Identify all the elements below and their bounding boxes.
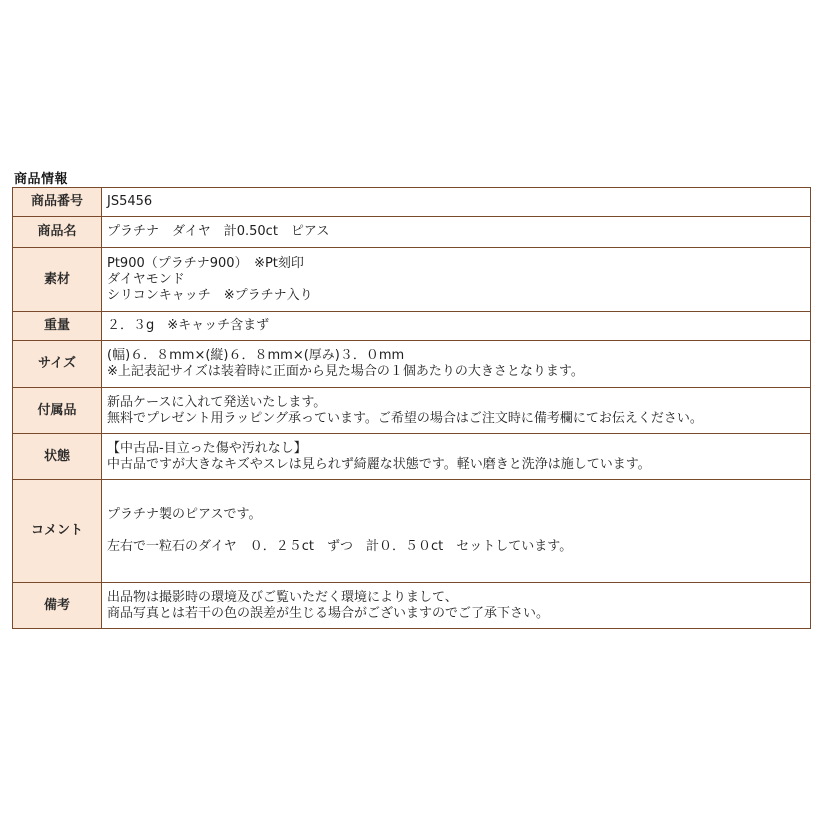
row-size (13, 341, 811, 388)
condition-line-2: 中古品ですが大きなキズやスレは見られず綺麗な状態です。軽い磨きと洗浄は施しています。 (107, 456, 651, 472)
material-line-3: シリコンキャッチ ※プラチナ入り (107, 287, 313, 303)
row-remarks (13, 583, 811, 629)
label-product-number: 商品番号 (13, 188, 102, 217)
label-remarks: 備考 (13, 583, 102, 629)
accessories-line-1: 新品ケースに入れて発送いたします。 (107, 394, 327, 410)
value-condition (102, 434, 811, 480)
value-accessories (102, 388, 811, 434)
remarks-line-2: 商品写真とは若干の色の誤差が生じる場合がございますのでご了承下さい。 (107, 605, 550, 621)
value-weight (102, 312, 811, 341)
product-name-text: プラチナ ダイヤ 計0.50ct ピアス (107, 224, 330, 239)
value-size (102, 341, 811, 388)
label-accessories: 付属品 (13, 388, 102, 434)
value-comment (102, 480, 811, 583)
remarks-line-1: 出品物は撮影時の環境及びご覧いただく環境によりまして、 (107, 589, 458, 605)
label-comment: コメント (13, 480, 102, 583)
product-info-table (12, 187, 811, 629)
material-line-1: Pt900（プラチナ900） ※Pt刻印 (107, 255, 304, 271)
comment-blank-line (107, 523, 804, 539)
label-weight: 重量 (13, 312, 102, 341)
row-condition (13, 434, 811, 480)
section-title: 商品情報 (14, 172, 69, 187)
label-product-name: 商品名 (13, 217, 102, 248)
weight-text: ２．３g ※キャッチ含まず (107, 318, 270, 333)
size-line-1: (幅)６．８mm×(縦)６．８mm×(厚み)３．０mm (107, 348, 405, 363)
product-number-text: JS5456 (107, 194, 153, 209)
row-material (13, 248, 811, 312)
row-accessories (13, 388, 811, 434)
value-product-number (102, 188, 811, 217)
label-size: サイズ (13, 341, 102, 388)
comment-line-1: プラチナ製のピアスです。 (107, 507, 262, 522)
row-product-name (13, 217, 811, 248)
size-line-2: ※上記表記サイズは装着時に正面から見た場合の１個あたりの大きさとなります。 (107, 364, 584, 379)
accessories-line-2: 無料でプレゼント用ラッピング承っています。ご希望の場合はご注文時に備考欄にてお伝えください。 (107, 410, 703, 426)
row-product-number (13, 188, 811, 217)
comment-line-2: 左右で一粒石のダイヤ ０．２５ct ずつ 計０．５０ct セットしています。 (107, 539, 573, 554)
value-remarks (102, 583, 811, 629)
row-comment (13, 480, 811, 583)
value-material (102, 248, 811, 312)
row-weight (13, 312, 811, 341)
material-line-2: ダイヤモンド (107, 271, 185, 287)
label-condition: 状態 (13, 434, 102, 480)
label-material: 素材 (13, 248, 102, 312)
condition-line-1: 【中古品-目立った傷や汚れなし】 (107, 440, 307, 456)
value-product-name (102, 217, 811, 248)
